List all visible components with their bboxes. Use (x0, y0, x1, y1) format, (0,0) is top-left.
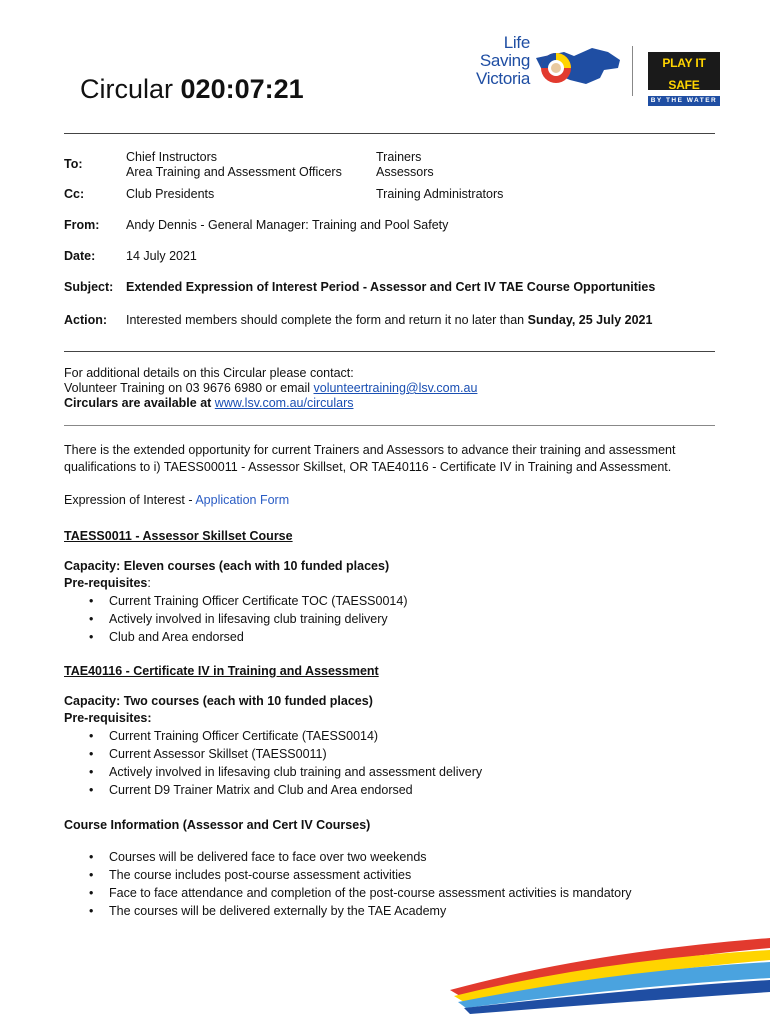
from-label: From: (64, 218, 100, 232)
lsv-logo (470, 34, 620, 104)
to-recipients-col2 (376, 150, 434, 180)
circular-title-prefix: Circular (80, 74, 174, 104)
course-2-section (64, 663, 724, 799)
logo-divider (632, 46, 633, 96)
lsv-logo-line-1: Life (503, 33, 530, 52)
play-it-safe-text: PLAY IT SAFE (662, 56, 706, 92)
action-label: Action: (64, 313, 108, 327)
course-2-prereq-list (64, 727, 724, 799)
course-info-list (64, 848, 724, 920)
victoria-map-icon (534, 38, 624, 102)
date-value: 14 July 2021 (126, 249, 197, 263)
list-item: • The courses will be delivered externally by the TAE Academy (109, 902, 724, 920)
cc-value-1: Club Presidents (126, 187, 215, 201)
lsv-logo-text (470, 34, 530, 88)
list-item: • The course includes post-course assessment activities (109, 866, 724, 884)
course-1-prereq-label (64, 575, 724, 592)
circulars-text: Circulars are available at (64, 396, 212, 410)
course-1-capacity: Capacity: Eleven courses (each with 10 funded places) (64, 559, 390, 573)
list-item: • Actively involved in lifesaving club training delivery (109, 610, 724, 628)
circulars-link[interactable]: www.lsv.com.au/circulars (214, 396, 354, 410)
cc-value-2: Training Administrators (376, 187, 504, 201)
circular-title (80, 74, 304, 105)
from-value: Andy Dennis - General Manager: Training and Pool Safety (126, 218, 449, 232)
contact-email-link[interactable]: volunteertraining@lsv.com.au (313, 381, 478, 395)
subject-label: Subject: (64, 280, 114, 294)
header-top-rule (64, 133, 715, 134)
action-value (126, 313, 652, 327)
lsv-logo-line-2: Saving (479, 51, 530, 70)
list-item: • Face to face attendance and completion of the post-course assessment activities is mandatory (109, 884, 724, 902)
to-recipient: Assessors (376, 165, 434, 179)
eoi-text: Expression of Interest - (64, 493, 193, 507)
course-info-section (64, 817, 724, 920)
course-1-section (64, 528, 724, 646)
to-label: To: (64, 157, 83, 171)
course-1-prereq-colon: : (147, 576, 151, 590)
lsv-logo-line-3: Victoria (476, 69, 530, 88)
subject-value: Extended Expression of Interest Period - Assessor and Cert IV TAE Course Opportunities (126, 280, 656, 294)
list-item: • Current D9 Trainer Matrix and Club and Area endorsed (109, 781, 724, 799)
to-recipient: Chief Instructors (126, 150, 218, 164)
course-1-prereq-title: Pre-requisites (64, 576, 148, 590)
circular-number: 020:07:21 (180, 74, 304, 104)
to-recipients-col1 (126, 150, 342, 180)
contact-phone-text: Volunteer Training on 03 9676 6980 or email (64, 381, 311, 395)
course-info-heading: Course Information (Assessor and Cert IV Courses) (64, 818, 371, 832)
footer-swoosh-graphic (430, 930, 770, 1024)
contact-phone-email (64, 381, 724, 396)
list-item: • Club and Area endorsed (109, 628, 724, 646)
cc-label: Cc: (64, 187, 85, 201)
list-item: • Current Training Officer Certificate (TAESS0014) (109, 727, 724, 745)
action-deadline: Sunday, 25 July 2021 (527, 313, 653, 327)
course-2-heading: TAE40116 - Certificate IV in Training and Assessment (64, 664, 379, 678)
by-the-water-text: BY THE WATER (648, 96, 720, 106)
header-bottom-rule (64, 351, 715, 352)
course-2-prereq-label: Pre-requisites: (64, 711, 152, 725)
to-recipient: Area Training and Assessment Officers (126, 165, 342, 179)
play-it-safe-logo (648, 52, 720, 104)
application-form-link[interactable]: Application Form (195, 493, 290, 507)
list-item: • Actively involved in lifesaving club training and assessment delivery (109, 763, 724, 781)
list-item: • Current Training Officer Certificate TOC (TAESS0014) (109, 592, 724, 610)
circulars-line (64, 396, 724, 411)
intro-paragraph: There is the extended opportunity for current Trainers and Assessors to advance their training and assessment qualifications to i) TAESS00011 - Assessor Skillset, OR TAE40116 - Certificate IV in Training and Assessment. (64, 443, 676, 474)
list-item: • Current Assessor Skillset (TAESS0011) (109, 745, 724, 763)
course-1-heading: TAESS0011 - Assessor Skillset Course (64, 529, 293, 543)
contact-intro: For additional details on this Circular please contact: (64, 366, 354, 380)
course-1-prereq-list (64, 592, 724, 646)
list-item: • Courses will be delivered face to face over two weekends (109, 848, 724, 866)
to-recipient: Trainers (376, 150, 422, 164)
eoi-line (64, 492, 289, 509)
contact-block (64, 366, 724, 411)
course-2-capacity: Capacity: Two courses (each with 10 funded places) (64, 694, 373, 708)
contact-bottom-rule (64, 425, 715, 426)
action-text: Interested members should complete the form and return it no later than (126, 313, 525, 327)
date-label: Date: (64, 249, 96, 263)
